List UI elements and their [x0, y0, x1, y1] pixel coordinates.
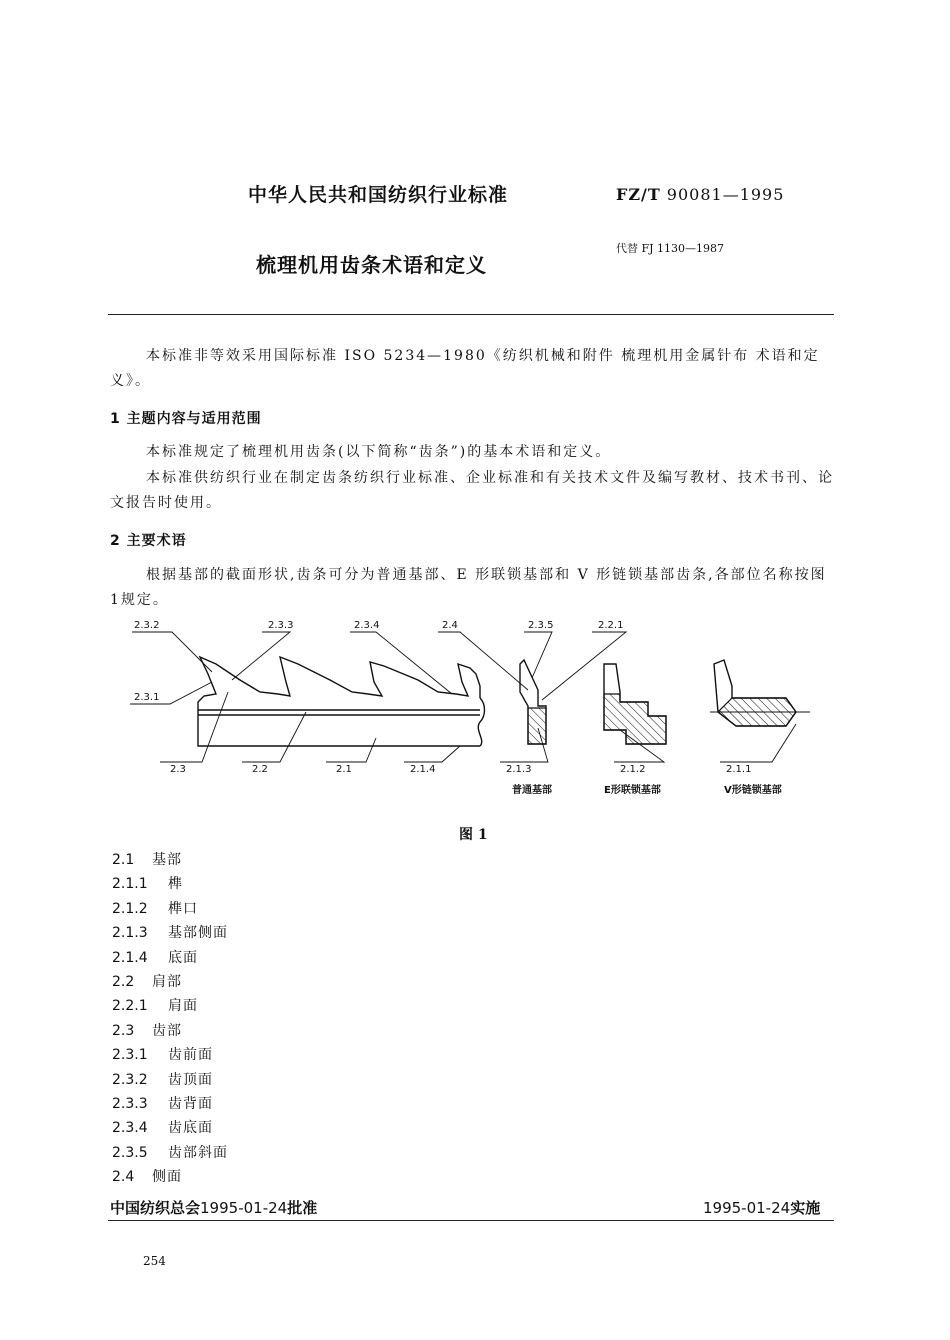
term-item: 2.3.5 齿部斜面: [112, 1144, 228, 1161]
terms-list: [112, 848, 228, 1189]
term-item: 2.3.3 齿背面: [112, 1095, 213, 1112]
approval-date: 1995-01-24: [200, 1199, 288, 1217]
standard-category-title: 中华人民共和国纺织行业标准: [248, 184, 509, 206]
page-number: 254: [143, 1254, 166, 1268]
e-interlock-base-profile: [604, 664, 666, 744]
replaces-note: 代替 FJ 1130—1987: [616, 242, 725, 255]
callout-2-2-1: 2.2.1: [598, 620, 624, 631]
figure-1-diagram: [120, 612, 820, 807]
term-item: 2.2 肩部: [112, 973, 182, 990]
term-item: 2.3.2 齿顶面: [112, 1071, 213, 1088]
plain-base-profile: [520, 660, 546, 744]
callout-2-3-2: 2.3.2: [134, 620, 160, 631]
profile-label-e-interlock: E形联锁基部: [604, 785, 661, 796]
callout-2-3-3: 2.3.3: [268, 620, 294, 631]
header-rule: [108, 314, 834, 315]
term-item: 2.4 侧面: [112, 1169, 182, 1186]
callout-2-1-2: 2.1.2: [620, 764, 646, 775]
callout-2-3-5: 2.3.5: [528, 620, 554, 631]
tooth-outline: [198, 657, 480, 710]
break-line: [478, 698, 484, 746]
section-1-paragraph-2: 本标准供纺织行业在制定齿条纺织行业标准、企业标准和有关技术文件及编写教材、技术书刊、论文报告时使用。: [110, 470, 834, 511]
callout-2-1-3: 2.1.3: [506, 764, 532, 775]
term-item: 2.1.3 基部侧面: [112, 925, 228, 942]
standard-code: [616, 185, 784, 204]
term-item: 2.1.4 底面: [112, 949, 198, 966]
term-item: 2.3.4 齿底面: [112, 1120, 213, 1137]
approval-org: 中国纺织总会: [110, 1199, 201, 1217]
section-2-paragraph-1: 根据基部的截面形状,齿条可分为普通基部、E 形联锁基部和 V 形链锁基部齿条,各部位名称按图 1规定。: [110, 567, 827, 608]
term-item: 2.1 基部: [112, 852, 182, 868]
standard-number: 90081—1995: [666, 185, 785, 204]
approval-word: 批准: [287, 1199, 318, 1217]
effective-word: 实施: [790, 1199, 821, 1217]
callout-2-1-4: 2.1.4: [410, 764, 436, 775]
section-1-heading: 1 主题内容与适用范围: [110, 411, 262, 427]
footer-rule: [108, 1220, 834, 1221]
leader-lines: [130, 632, 796, 762]
effective-date: 1995-01-24: [703, 1199, 791, 1217]
standard-prefix: FZ/T: [616, 185, 661, 204]
callout-2-3: 2.3: [170, 764, 186, 775]
intro-paragraph: 本标准非等效采用国际标准 ISO 5234—1980《纺织机械和附件 梳理机用金属针布 术语和定义》。: [110, 348, 820, 389]
callout-2-3-1: 2.3.1: [134, 692, 160, 703]
callout-2-1: 2.1: [336, 764, 352, 775]
effective-line: [703, 1197, 820, 1218]
profile-label-v-chain: V形链锁基部: [724, 785, 782, 796]
callout-2-2: 2.2: [252, 764, 268, 775]
callout-2-4: 2.4: [442, 620, 458, 631]
callout-2-3-4: 2.3.4: [354, 620, 380, 631]
figure-caption: 图 1: [459, 827, 488, 843]
section-2-heading: 2 主要术语: [110, 533, 187, 549]
term-item: 2.3 齿部: [112, 1022, 182, 1039]
term-item: 2.1.1 榫: [112, 876, 183, 893]
profile-label-plain: 普通基部: [512, 785, 552, 796]
term-item: 2.2.1 肩面: [112, 998, 198, 1015]
section-1-paragraph-1: 本标准规定了梳理机用齿条(以下简称“齿条”)的基本术语和定义。: [146, 444, 612, 460]
document-title: 梳理机用齿条术语和定义: [256, 253, 487, 277]
approval-line: [110, 1197, 317, 1218]
v-chain-base-profile: [710, 660, 810, 726]
term-item: 2.1.2 榫口: [112, 900, 198, 917]
saw-tooth-strip: [198, 657, 485, 746]
callout-2-1-1: 2.1.1: [726, 764, 752, 775]
term-item: 2.3.1 齿前面: [112, 1047, 213, 1064]
